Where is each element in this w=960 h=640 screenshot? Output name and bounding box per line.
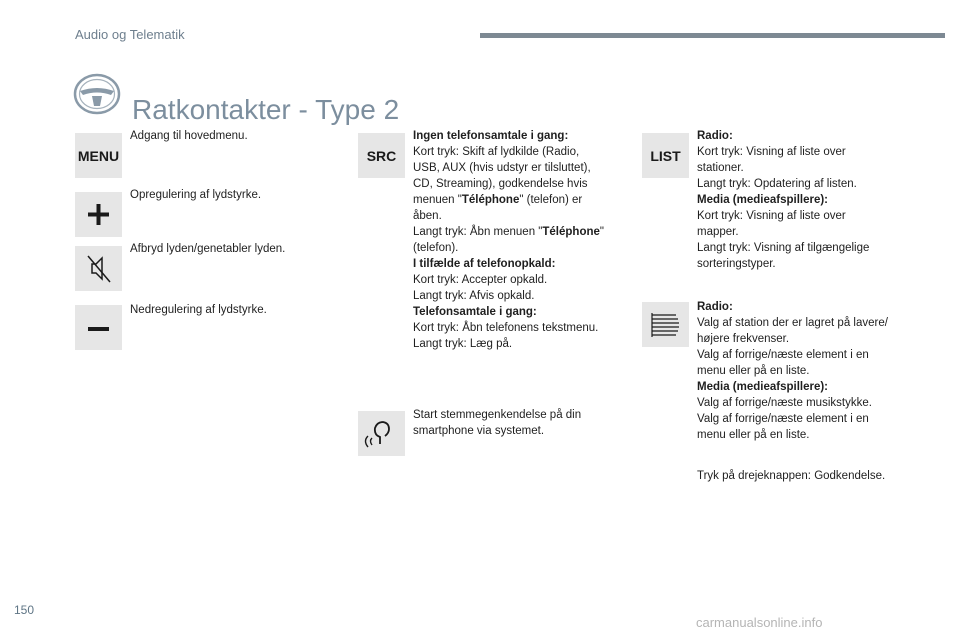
thumbwheel-button-icon: [642, 302, 689, 347]
voice-description: Start stemmegenkendelse på din smartphone via systemet.: [413, 409, 582, 437]
menu-description: Adgang til hovedmenu.: [130, 130, 248, 142]
thumbwheel-description: Radio: Valg af station der er lagret på lavere/ højere frekvenser. Valg af forrige/næste element i en menu eller på en liste. Media (medieafspillere): Valg af forrige/næste musikstykke. Valg af forrige/næste element i en menu eller på en liste.: [697, 301, 888, 441]
plus-icon: [75, 192, 122, 237]
page-number: 150: [14, 603, 35, 617]
watermark: carmanualsonline.info: [696, 615, 823, 630]
menu-button-icon: [75, 133, 122, 178]
volume-down-button-icon: [75, 305, 122, 350]
steering-wheel-icon: [73, 72, 121, 116]
page-title: Ratkontakter - Type 2: [132, 93, 400, 125]
list-description: Radio: Kort tryk: Visning af liste over stationer. Langt tryk: Opdatering af listen. Media (medieafspillere): Kort tryk: Visning af liste over mapper. Langt tryk: Visning af tilgængelige sorteringstyper.: [697, 130, 870, 270]
thumbwheel-icon: [642, 302, 689, 347]
voice-button-icon: [358, 411, 405, 456]
section-header: Audio og Telematik: [75, 27, 185, 42]
list-label-icon: LIST: [650, 147, 681, 164]
voice-recognition-icon: [358, 411, 405, 456]
minus-icon: [75, 305, 122, 350]
mute-speaker-icon: [75, 246, 122, 291]
src-button-icon: [358, 133, 405, 178]
src-label-icon: SRC: [366, 147, 397, 164]
list-button-icon: [642, 133, 689, 178]
src-description: Ingen telefonsamtale i gang: Kort tryk: Skift af lydkilde (Radio, USB, AUX (hvis udstyr er tilsluttet), CD, Streaming), godkendelse hvis menuen "Téléphone" (telefon) er åben. Langt tryk: Åbn menuen "Téléphone" (telefon). I tilfælde af telefonopkald: Kort tryk: Accepter opkald. Langt tryk: Afvis opkald. Telefonsamtale i gang: Kort tryk: Åbn telefonens tekstmenu. Langt tryk: Læg på.: [413, 130, 604, 350]
menu-label-icon: MENU: [77, 147, 120, 164]
press-description: Tryk på drejeknappen: Godkendelse.: [697, 470, 886, 482]
mute-button-icon: [75, 246, 122, 291]
mute-description: Afbryd lyden/genetabler lyden.: [130, 243, 286, 255]
volume-down-description: Nedregulering af lydstyrke.: [130, 304, 267, 316]
volume-up-button-icon: [75, 192, 122, 237]
volume-up-description: Opregulering af lydstyrke.: [130, 189, 262, 201]
header-bar: [480, 33, 945, 38]
